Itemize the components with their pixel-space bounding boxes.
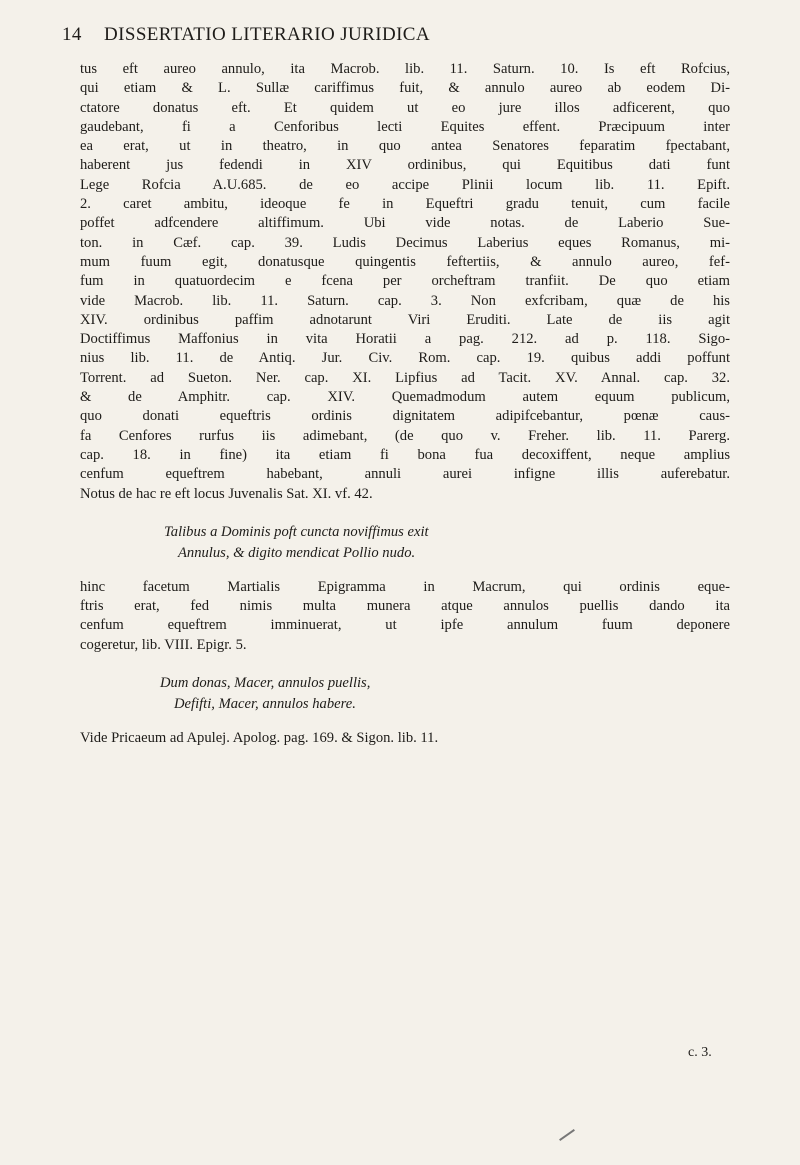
text-line: gaudebant, fi a Cenforibus lecti Equites effent. Præcipuum inter: [80, 118, 730, 135]
text-line: fum in quatuordecim e fcena per orcheftram tranfiit. De quo etiam: [80, 273, 730, 290]
text-line: cenfum equeftrem habebant, annuli aurei infigne illis auferebatur.: [80, 466, 730, 483]
text-line: Torrent. ad Sueton. Ner. cap. XI. Lipfius ad Tacit. XV. Annal. cap. 32.: [80, 369, 730, 386]
spacer: [80, 504, 730, 522]
spacer: [80, 715, 730, 729]
text-line: fa Cenfores rurfus iis adimebant, (de quo v. Freher. lib. 11. Parerg.: [80, 427, 730, 444]
text-line: quo donati equeftris ordinis dignitatem adipifcebantur, pœnæ caus-: [80, 408, 730, 425]
main-text: [80, 60, 730, 748]
text-line: Doctiffimus Maffonius in vita Horatii a pag. 212. ad p. 118. Sigo-: [80, 331, 730, 348]
text-line: cenfum equeftrem imminuerat, ut ipfe annulum fuum deponere: [80, 617, 730, 634]
page-header: [62, 24, 742, 54]
text-line: ton. in Cæf. cap. 39. Ludis Decimus Laberius eques Romanus, mi-: [80, 234, 730, 251]
text-line: mum fuum egit, donatusque quingentis feftertiis, & annulo aureo, fef-: [80, 253, 730, 270]
verse-line: Annulus, & digito mendicat Pollio nudo.: [178, 544, 416, 561]
text-line: & de Amphitr. cap. XIV. Quemadmodum autem equum publicum,: [80, 389, 730, 406]
text-line: haberent jus fedendi in XIV ordinibus, qui Equitibus dati funt: [80, 157, 730, 174]
catchword: c. 3.: [688, 1045, 712, 1060]
text-line: ea erat, ut in theatro, in quo antea Senatores feparatim fpectabant,: [80, 138, 730, 155]
running-title: DISSERTATIO LITERARIO JURIDICA: [104, 24, 430, 45]
verse-line: Defifti, Macer, annulos habere.: [174, 696, 356, 713]
spacer: [80, 564, 730, 578]
text-line: hinc facetum Martialis Epigramma in Macrum, qui ordinis eque-: [80, 578, 730, 595]
page-number: 14: [62, 24, 82, 45]
ink-mark: [559, 1129, 575, 1141]
text-line: Vide Pricaeum ad Apulej. Apolog. pag. 169. & Sigon. lib. 11.: [80, 730, 439, 747]
text-line: 2. caret ambitu, ideoque fe in Equeftri gradu tenuit, cum facile: [80, 196, 730, 213]
text-line: cap. 18. in fine) ita etiam fi bona fua decoxiffent, neque amplius: [80, 446, 730, 463]
verse-line: Dum donas, Macer, annulos puellis,: [160, 675, 371, 692]
text-line: tus eft aureo annulo, ita Macrob. lib. 11. Saturn. 10. Is eft Rofcius,: [80, 61, 730, 77]
text-line: vide Macrob. lib. 11. Saturn. cap. 3. Non exfcribam, quæ de his: [80, 292, 730, 309]
text-line: ftris erat, fed nimis multa munera atque annulos puellis dando ita: [80, 598, 730, 615]
verse-line: Talibus a Dominis poft cuncta noviffimus exit: [164, 523, 429, 540]
text-line: nius lib. 11. de Antiq. Jur. Civ. Rom. cap. 19. quibus addi poffunt: [80, 350, 730, 367]
text-line: cogeretur, lib. VIII. Epigr. 5.: [80, 636, 247, 653]
spacer: [80, 655, 730, 673]
text-line: qui etiam & L. Sullæ cariffimus fuit, & annulo aureo ab eodem Di-: [80, 80, 730, 97]
text-line: ctatore donatus eft. Et quidem ut eo jure illos adficerent, quo: [80, 99, 730, 116]
text-line: poffet adfcendere altiffimum. Ubi vide notas. de Laberio Sue-: [80, 215, 730, 232]
text-line: Notus de hac re eft locus Juvenalis Sat. XI. vf. 42.: [80, 485, 373, 502]
text-line: Lege Rofcia A.U.685. de eo accipe Plinii locum lib. 11. Epift.: [80, 176, 730, 193]
text-line: XIV. ordinibus paffim adnotarunt Viri Eruditi. Late de iis agit: [80, 311, 730, 328]
